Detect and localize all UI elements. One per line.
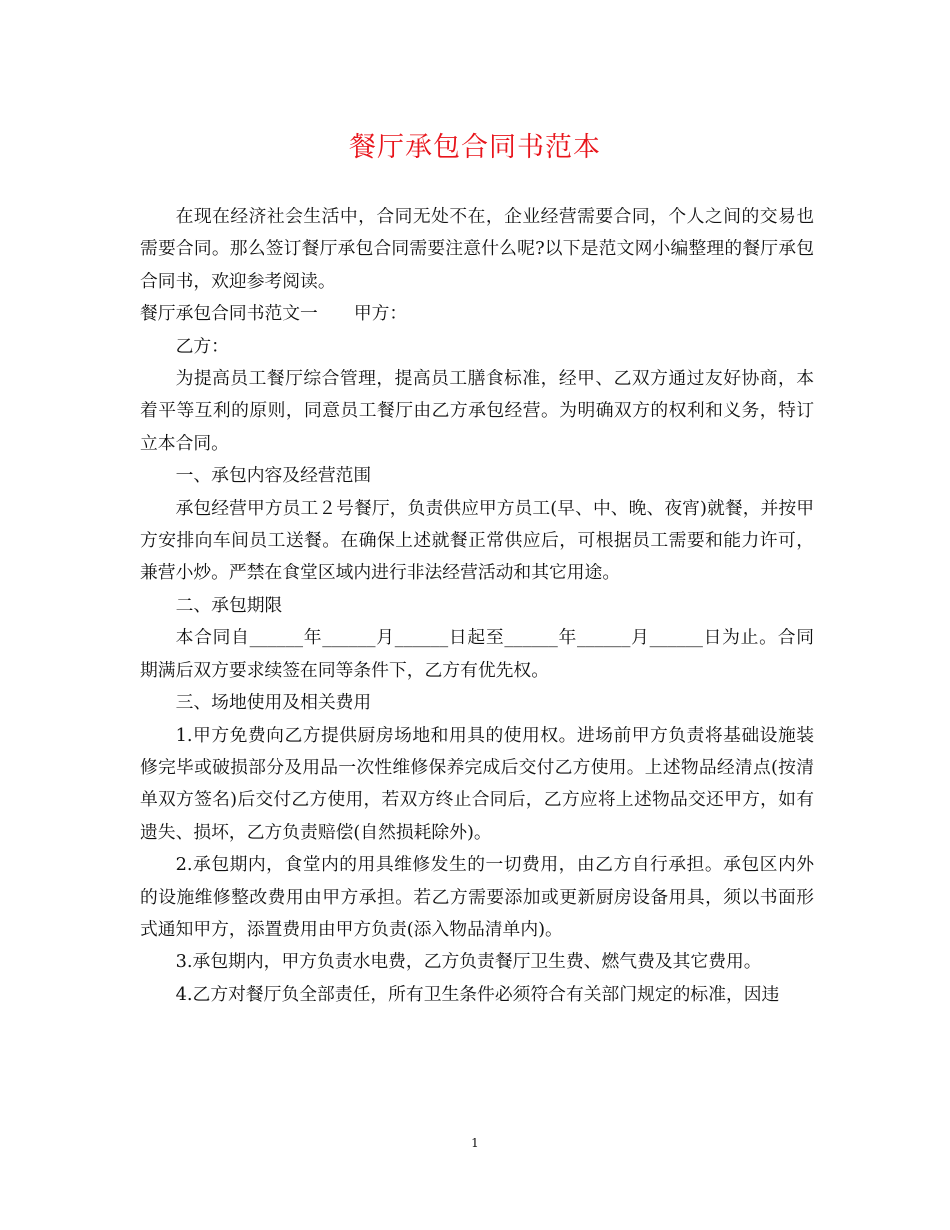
section1-paragraph: 承包经营甲方员工２号餐厅，负责供应甲方员工(早、中、晚、夜宵)就餐，并按甲方安排向车间员工送餐。在确保上述就餐正常供应后，可根据员工需要和能力许可，兼营小炒。严禁在食堂区域内进行非法经营活动和其它用途。 [140,497,814,584]
section3-item1: 1.甲方免费向乙方提供厨房场地和用具的使用权。进场前甲方负责将基础设施装修完毕或破损部分及用品一次性维修保养完成后交付乙方使用。上述物品经清点(按清单双方签名)后交付乙方使用，若双方终止合同后，乙方应将上述物品交还甲方，如有遗失、损坏，乙方负责赔偿(自然损耗除外)。 [140,724,814,843]
section1-heading: 一、承包内容及经营范围 [175,465,372,487]
party-b-label: 乙方： [175,335,229,357]
section2-heading: 二、承包期限 [175,594,283,616]
section3-heading: 三、场地使用及相关费用 [175,692,372,714]
section3-item2: 2.承包期内，食堂内的用具维修发生的一切费用，由乙方自行承担。承包区内外的设施维修整改费用由甲方承担。若乙方需要添加或更新厨房设备用具，须以书面形式通知甲方，添置费用由甲方负责(添入物品清单内)。 [140,854,814,940]
preamble-paragraph: 为提高员工餐厅综合管理，提高员工膳食标准，经甲、乙双方通过友好协商，本着平等互利的原则，同意员工餐厅由乙方承包经营。为明确双方的权利和义务，特订立本合同。 [140,368,814,454]
intro-paragraph: 在现在经济社会生活中，合同无处不在，企业经营需要合同，个人之间的交易也需要合同。那么签订餐厅承包合同需要注意什么呢?以下是范文网小编整理的餐厅承包合同书，欢迎参考阅读。 [140,206,814,292]
section3-item4: 4.乙方对餐厅负全部责任，所有卫生条件必须符合有关部门规定的标准，因违 [175,983,780,1005]
section3-item3: 3.承包期内，甲方负责水电费，乙方负责餐厅卫生费、燃气费及其它费用。 [175,951,762,973]
page-number: 1 [471,1136,479,1150]
sample-heading-line [140,298,814,330]
document-body [140,201,814,1011]
section2-paragraph: 本合同自______年______月______日起至______年______月______日为止。合同期满后双方要求续签在同等条件下，乙方有优先权。 [140,627,814,681]
sample-heading: 餐厅承包合同书范文一 [140,303,318,325]
party-a-label: 甲方： [353,303,408,325]
document-title: 餐厅承包合同书范本 [349,132,601,163]
